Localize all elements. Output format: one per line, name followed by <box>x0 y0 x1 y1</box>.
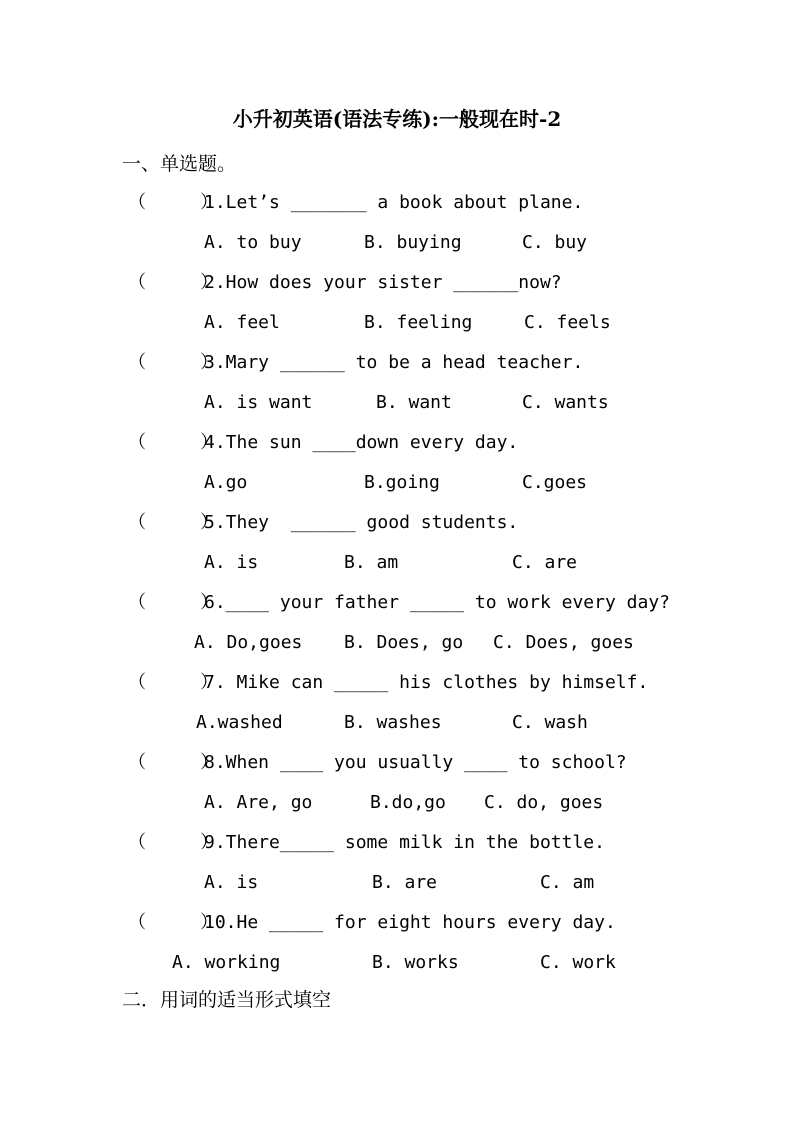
option-b: B.do,go <box>370 792 446 813</box>
option-b: B. are <box>372 872 438 893</box>
options-row <box>0 790 794 816</box>
question-3 <box>128 350 583 376</box>
question-text: 5.They ______ good students. <box>204 512 519 533</box>
answer-blank[interactable]: （ ） <box>128 352 219 373</box>
answer-blank[interactable]: （ ） <box>128 272 219 293</box>
option-a: A. is want <box>204 392 313 413</box>
options-row <box>0 630 794 656</box>
answer-blank[interactable]: （ ） <box>128 192 219 213</box>
option-c: C. feels <box>524 312 611 333</box>
option-b: B. buying <box>364 232 462 253</box>
question-text: 9.There_____ some milk in the bottle. <box>204 832 605 853</box>
option-a: A.go <box>204 472 248 493</box>
question-6 <box>128 590 670 616</box>
option-b: B. am <box>344 552 399 573</box>
question-10 <box>128 910 616 936</box>
option-c: C. are <box>512 552 578 573</box>
option-a: A. is <box>204 872 259 893</box>
answer-blank[interactable]: （ ） <box>128 752 219 773</box>
option-a: A. Do,goes <box>194 632 303 653</box>
option-a: A. Are, go <box>204 792 313 813</box>
option-a: A.washed <box>196 712 283 733</box>
question-text: 4.The sun ____down every day. <box>204 432 519 453</box>
options-row <box>0 390 794 416</box>
question-2 <box>128 270 562 296</box>
options-row <box>0 230 794 256</box>
option-c: C. wash <box>512 712 588 733</box>
section-heading-single-choice: 一、单选题。 <box>122 153 237 175</box>
answer-blank[interactable]: （ ） <box>128 512 219 533</box>
options-row <box>0 550 794 576</box>
answer-blank[interactable]: （ ） <box>128 592 219 613</box>
question-text: 6.____ your father _____ to work every day? <box>204 592 670 613</box>
option-a: A. to buy <box>204 232 302 253</box>
answer-blank[interactable]: （ ） <box>128 672 219 693</box>
question-text: 7. Mike can _____ his clothes by himself. <box>204 672 649 693</box>
option-b: B. feeling <box>364 312 473 333</box>
question-text: 2.How does your sister ______now? <box>204 272 562 293</box>
answer-blank[interactable]: （ ） <box>128 432 219 453</box>
options-row <box>0 710 794 736</box>
question-text: 10.He _____ for eight hours every day. <box>204 912 616 933</box>
question-8 <box>128 750 627 776</box>
option-c: C. work <box>540 952 616 973</box>
question-text: 8.When ____ you usually ____ to school? <box>204 752 627 773</box>
option-b: B. want <box>376 392 452 413</box>
option-c: C. am <box>540 872 595 893</box>
question-4 <box>128 430 518 456</box>
section-heading-fill-blank: 二．用词的适当形式填空 <box>122 989 332 1011</box>
options-row <box>0 950 794 976</box>
page-title: 小升初英语(语法专练):一般现在时-2 <box>232 107 562 131</box>
question-1 <box>128 190 583 216</box>
question-text: 3.Mary ______ to be a head teacher. <box>204 352 584 373</box>
options-row <box>0 470 794 496</box>
options-row <box>0 870 794 896</box>
option-a: A. is <box>204 552 259 573</box>
option-c: C. buy <box>522 232 588 253</box>
answer-blank[interactable]: （ ） <box>128 832 219 853</box>
question-9 <box>128 830 605 856</box>
option-b: B. washes <box>344 712 442 733</box>
option-a: A. feel <box>204 312 280 333</box>
option-b: B.going <box>364 472 440 493</box>
question-text: 1.Let’s _______ a book about plane. <box>204 192 584 213</box>
option-a: A. working <box>172 952 281 973</box>
option-b: B. Does, go <box>344 632 464 653</box>
option-c: C. wants <box>522 392 609 413</box>
question-7 <box>128 670 648 696</box>
answer-blank[interactable]: （ ） <box>128 912 219 933</box>
option-c: C.goes <box>522 472 588 493</box>
option-b: B. works <box>372 952 459 973</box>
question-5 <box>128 510 518 536</box>
option-c: C. Does, goes <box>493 632 634 653</box>
options-row <box>0 310 794 336</box>
option-c: C. do, goes <box>484 792 604 813</box>
